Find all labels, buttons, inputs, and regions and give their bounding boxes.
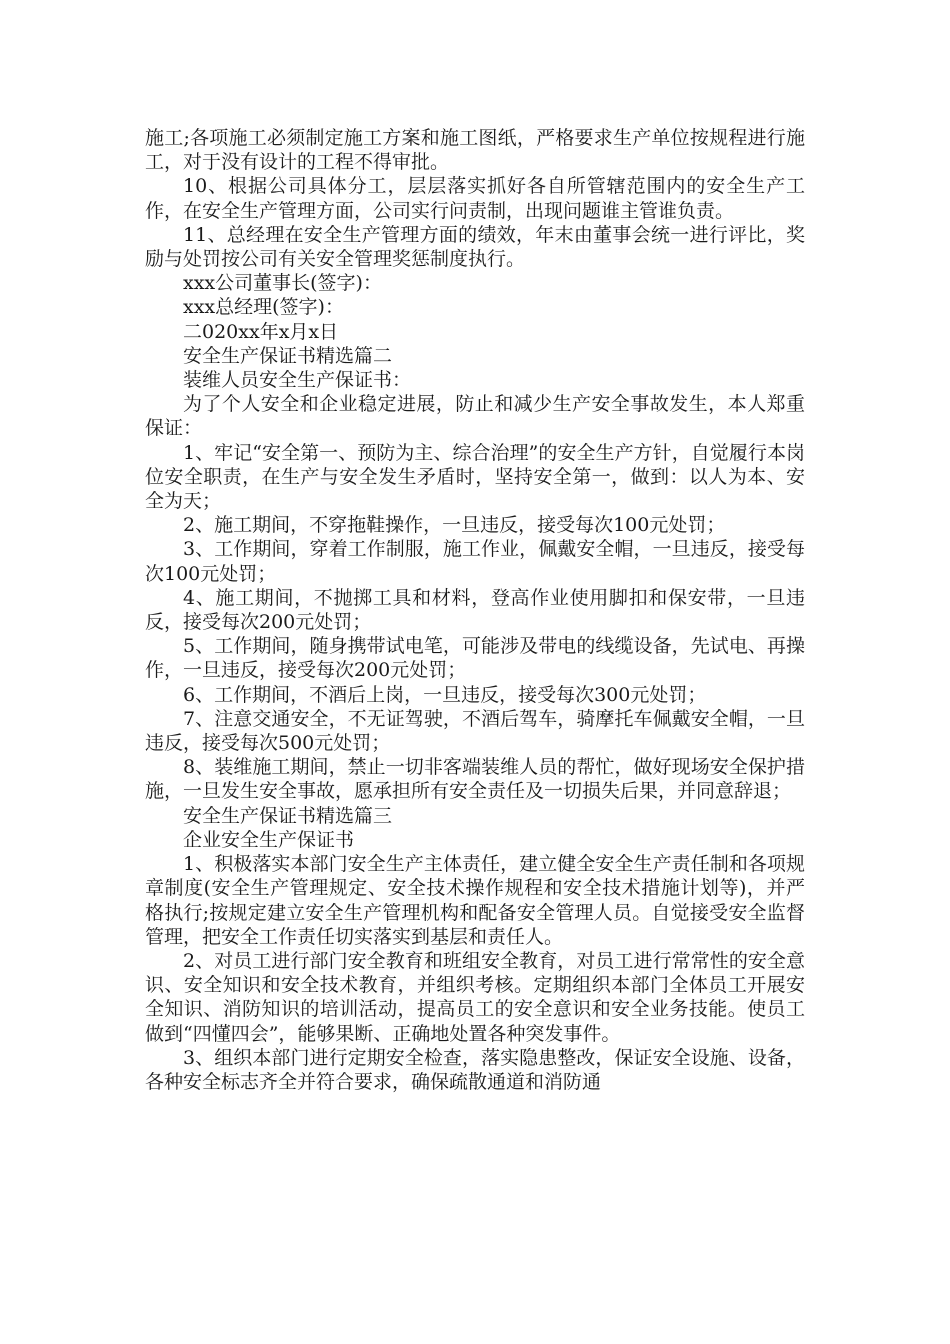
- enterprise-item-3: 3、组织本部门进行定期安全检查，落实隐患整改，保证安全设施、设备，各种安全标志齐全并符合要求，确保疏散通道和消防通: [145, 1046, 805, 1093]
- paragraph-3: 11、总经理在安全生产管理方面的绩效，年末由董事会统一进行评比，奖励与处罚按公司有关安全管理奖惩制度执行。: [145, 223, 805, 271]
- paragraph-2: 10、根据公司具体分工，层层落实抓好各自所管辖范围内的安全生产工作，在安全生产管理方面，公司实行问责制，出现问题谁主管谁负责。: [145, 175, 805, 222]
- pledge-item-6: 6、工作期间，不酒后上岗，一旦违反，接受每次300元处罚；: [183, 683, 707, 706]
- pledge-item-8: 8、装维施工期间，禁止一切非客端装维人员的帮忙，做好现场安全保护措施，一旦发生安全事故，愿承担所有安全责任及一切损失后果，并同意辞退；: [145, 756, 805, 803]
- pledge-item-1: 1、牢记“安全第一、预防为主、综合治理”的安全生产方针，自觉履行本岗位安全职责，在生产与安全发生矛盾时，坚持安全第一，做到：以人为本、安全为天；: [145, 441, 805, 513]
- signature-chairman: xxx公司董事长(签字)：: [183, 272, 382, 295]
- pledge-item-7: 7、注意交通安全，不无证驾驶，不酒后驾车，骑摩托车佩戴安全帽，一旦违反，接受每次500元处罚；: [145, 707, 805, 755]
- pledge-item-2: 2、施工期间，不穿拖鞋操作，一旦违反，接受每次100元处罚；: [183, 514, 726, 537]
- pledge-item-4: 4、施工期间，不抛掷工具和材料，登高作业使用脚扣和保安带，一旦违反，接受每次200元处罚；: [145, 586, 805, 634]
- enterprise-item-1: 1、积极落实本部门安全生产主体责任，建立健全安全生产责任制和各项规章制度(安全生产管理规定、安全技术操作规程和安全技术措施计划等)，并严格执行;按规定建立安全生产管理机构和配备安全管理人员。自觉接受安全监督管理，把安全工作责任切实落实到基层和责任人。: [145, 853, 805, 948]
- pledge-item-5: 5、工作期间，随身携带试电笔，可能涉及带电的线缆设备，先试电、再操作，一旦违反，接受每次200元处罚；: [145, 635, 805, 682]
- signature-date: 二020xx年x月x日: [183, 320, 339, 343]
- section-heading-2: 安全生产保证书精选篇二: [183, 344, 393, 367]
- section-subtitle-3: 企业安全生产保证书: [183, 828, 355, 851]
- section-heading-3: 安全生产保证书精选篇三: [183, 804, 393, 827]
- section-subtitle-2: 装维人员安全生产保证书：: [183, 369, 412, 392]
- pledge-item-3: 3、工作期间，穿着工作制服，施工作业，佩戴安全帽，一旦违反，接受每次100元处罚；: [145, 538, 805, 585]
- paragraph-intro-2: 为了个人安全和企业稳定进展，防止和减少生产安全事故发生，本人郑重保证：: [145, 393, 805, 440]
- document-page: [145, 126, 805, 1094]
- paragraph-1: 施工;各项施工必须制定施工方案和施工图纸，严格要求生产单位按规程进行施工，对于没有设计的工程不得审批。: [145, 127, 805, 174]
- enterprise-item-2: 2、对员工进行部门安全教育和班组安全教育，对员工进行常常性的安全意识、安全知识和安全技术教育，并组织考核。定期组织本部门全体员工开展安全知识、消防知识的培训活动，提高员工的安全意识和安全业务技能。使员工做到“四懂四会”，能够果断、正确地处置各种突发事件。: [145, 949, 805, 1045]
- signature-general-manager: xxx总经理(签字)：: [183, 296, 344, 319]
